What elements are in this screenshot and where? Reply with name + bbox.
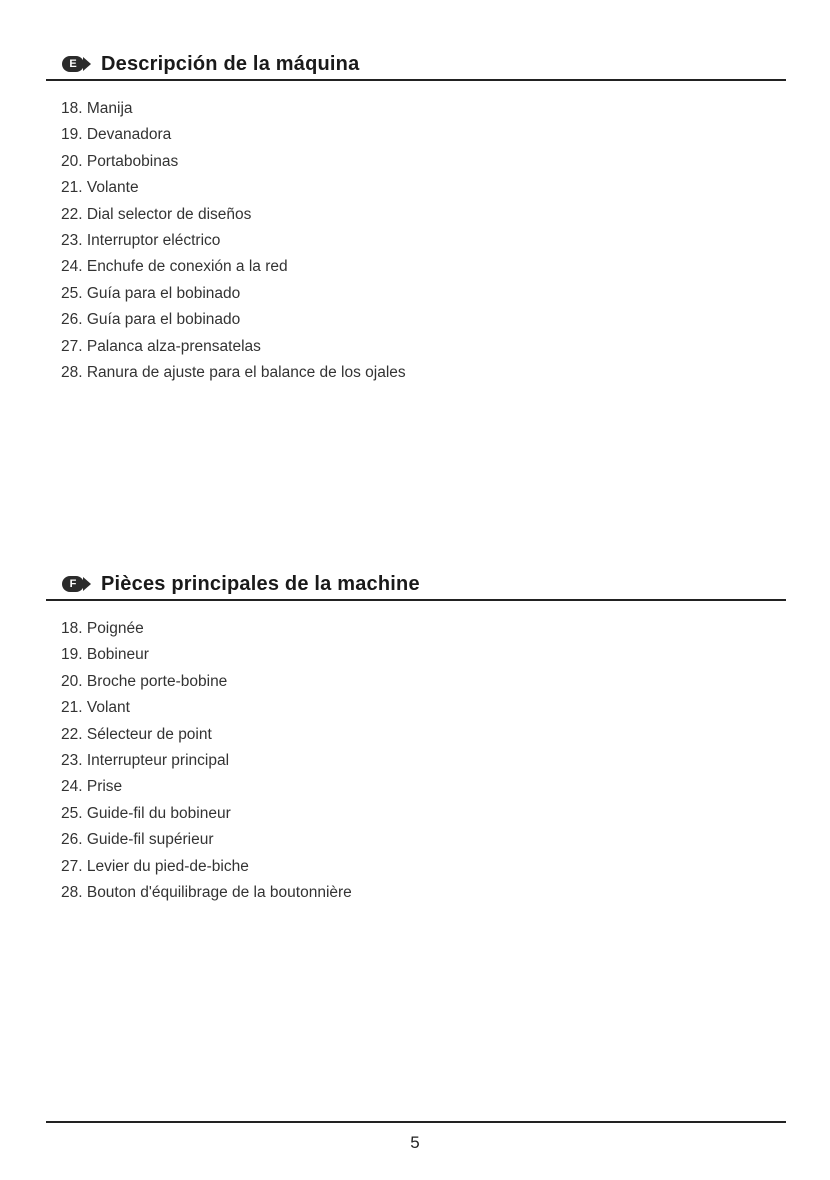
badge-letter: E (62, 56, 84, 72)
arrow-icon (83, 577, 91, 591)
footer-divider (46, 1121, 786, 1123)
page-number: 5 (410, 1133, 420, 1152)
list-item: 26. Guía para el bobinado (61, 311, 241, 329)
list-item: 27. Levier du pied-de-biche (61, 857, 249, 875)
list-item: 19. Bobineur (61, 646, 149, 664)
list-item: 28. Ranura de ajuste para el balance de los ojales (61, 363, 406, 381)
list-item: 18. Manija (61, 100, 133, 117)
list-item: 26. Guide-fil supérieur (61, 831, 214, 849)
list-item: 28. Bouton d'équilibrage de la boutonnière (61, 883, 352, 901)
list-item: 27. Palanca alza-prensatelas (61, 337, 261, 355)
list-item: 25. Guía para el bobinado (61, 284, 241, 302)
list-item: 22. Dial selector de diseños (61, 205, 252, 223)
list-item: 20. Broche porte-bobine (61, 672, 228, 690)
section-title: Descripción de la máquina (101, 52, 360, 75)
list-item: 19. Devanadora (61, 126, 172, 144)
section-french (46, 572, 786, 906)
list-item: 23. Interruptor eléctrico (61, 231, 221, 249)
list-item: 21. Volante (61, 179, 139, 197)
parts-list (61, 96, 786, 386)
language-badge-icon (62, 56, 91, 72)
section-spanish (46, 52, 786, 386)
list-item: 18. Poignée (61, 620, 144, 637)
list-item: 20. Portabobinas (61, 152, 179, 170)
section-heading (46, 52, 786, 81)
language-badge-icon (62, 576, 91, 592)
list-item: 21. Volant (61, 699, 130, 717)
list-item: 23. Interrupteur principal (61, 751, 230, 769)
list-item: 25. Guide-fil du bobineur (61, 804, 231, 822)
list-item: 24. Prise (61, 778, 123, 796)
list-item: 22. Sélecteur de point (61, 725, 212, 743)
list-item: 24. Enchufe de conexión a la red (61, 258, 288, 276)
arrow-icon (83, 57, 91, 71)
parts-list (61, 616, 786, 906)
badge-letter: F (62, 576, 84, 592)
section-title: Pièces principales de la machine (101, 572, 420, 595)
section-heading (46, 572, 786, 601)
